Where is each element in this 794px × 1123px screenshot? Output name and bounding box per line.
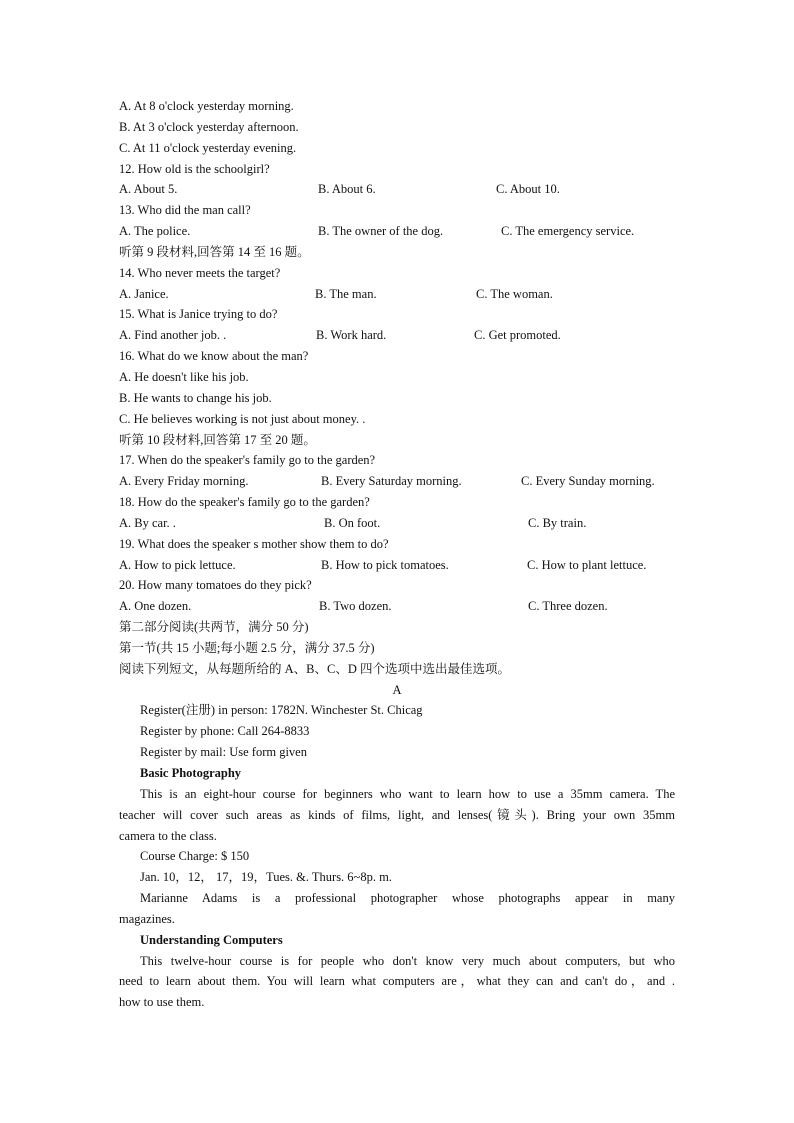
- q14-question: 14. Who never meets the target?: [119, 265, 281, 280]
- q11-option-c: C. At 11 o'clock yesterday evening.: [119, 140, 297, 155]
- q17-question: 17. When do the speaker's family go to the garden?: [119, 453, 376, 468]
- q20-option-a: A. One dozen.: [119, 599, 192, 614]
- q11-option-a: A. At 8 o'clock yesterday morning.: [119, 99, 294, 113]
- q18-option-c: C. By train.: [528, 515, 587, 530]
- q12-option-b: B. About 6.: [318, 182, 376, 197]
- course-dates: Jan. 10，12， 17，19，Tues. &. Thurs. 6~8p. m.: [140, 870, 392, 885]
- q17-option-b: B. Every Saturday morning.: [321, 474, 462, 489]
- q20-option-b: B. Two dozen.: [319, 599, 392, 614]
- q20-question: 20. How many tomatoes do they pick?: [119, 578, 312, 593]
- q16-option-b: B. He wants to change his job.: [119, 390, 272, 405]
- q13-options: [119, 221, 675, 242]
- q13-option-a: A. The police.: [119, 224, 191, 239]
- course-title-computers: Understanding Computers: [140, 932, 283, 947]
- q14-options: [119, 284, 675, 305]
- course-description-line: camera to the class.: [119, 828, 217, 843]
- q14-option-b: B. The man.: [315, 286, 377, 301]
- q12-question: 12. How old is the schoolgirl?: [119, 161, 270, 176]
- passage-label: A: [392, 682, 402, 697]
- q13-option-b: B. The owner of the dog.: [318, 224, 444, 239]
- q17-options: [119, 471, 675, 492]
- q15-question: 15. What is Janice trying to do?: [119, 307, 278, 322]
- document-page: [119, 96, 675, 1013]
- q16-option-c: C. He believes working is not just about money. .: [119, 411, 366, 426]
- q17-option-c: C. Every Sunday morning.: [521, 474, 655, 489]
- course-teacher-line: magazines.: [119, 911, 175, 926]
- q19-option-a: A. How to pick lettuce.: [119, 557, 236, 572]
- course-description-line: teacher will cover such areas as kinds of films, light, and lenses(镜头). Bring your own 35mm: [119, 807, 675, 822]
- q18-option-a: A. By car. .: [119, 515, 176, 530]
- q19-question: 19. What does the speaker s mother show them to do?: [119, 536, 389, 551]
- q11-option-b: B. At 3 o'clock yesterday afternoon.: [119, 119, 299, 134]
- section-9-heading: 听第 9 段材料,回答第 14 至 16 题。: [119, 244, 310, 259]
- q13-question: 13. Who did the man call?: [119, 203, 251, 218]
- reading-section-title: 第一节(共 15 小题;每小题 2.5 分，满分 37.5 分): [119, 640, 375, 655]
- course-description-line: This is an eight-hour course for beginners who want to learn how to use a 35mm camera. The: [140, 786, 675, 801]
- q16-question: 16. What do we know about the man?: [119, 349, 309, 364]
- course-description-line: need to learn about them. You will learn what computers are，what they can and can't do，and .: [119, 974, 675, 989]
- q18-question: 18. How do the speaker's family go to the garden?: [119, 495, 370, 510]
- reading-instruction: 阅读下列短文，从每题所给的 A、B、C、D 四个选项中选出最佳选项。: [119, 661, 510, 676]
- register-by-phone: Register by phone: Call 264-8833: [140, 724, 310, 739]
- q18-options: [119, 513, 675, 534]
- q19-option-b: B. How to pick tomatoes.: [321, 557, 449, 572]
- course-teacher-line: Marianne Adams is a professional photographer whose photographs appear in many: [140, 891, 675, 906]
- q17-option-a: A. Every Friday morning.: [119, 474, 249, 489]
- q14-option-a: A. Janice.: [119, 286, 169, 301]
- course-charge: Course Charge: $ 150: [140, 849, 250, 864]
- course-description-line: This twelve-hour course is for people who don't know very much about computers, but who: [140, 953, 675, 968]
- q12-options: [119, 179, 675, 200]
- q12-option-a: A. About 5.: [119, 182, 178, 197]
- section-10-heading: 听第 10 段材料,回答第 17 至 20 题。: [119, 432, 316, 447]
- q16-option-a: A. He doesn't like his job.: [119, 369, 249, 384]
- q15-option-b: B. Work hard.: [316, 328, 387, 343]
- q20-options: [119, 596, 675, 617]
- q15-option-c: C. Get promoted.: [474, 328, 561, 343]
- q15-options: [119, 325, 675, 346]
- course-description-line: how to use them.: [119, 995, 205, 1010]
- q18-option-b: B. On foot.: [324, 515, 381, 530]
- course-title-photography: Basic Photography: [140, 766, 242, 780]
- q15-option-a: A. Find another job. .: [119, 328, 227, 343]
- q14-option-c: C. The woman.: [476, 286, 553, 301]
- reading-part-title: 第二部分阅读(共两节，满分 50 分): [119, 620, 309, 635]
- q19-options: [119, 555, 675, 576]
- q19-option-c: C. How to plant lettuce.: [527, 557, 647, 572]
- register-in-person: Register(注册) in person: 1782N. Winchester St. Chicag: [140, 703, 423, 718]
- q13-option-c: C. The emergency service.: [501, 224, 635, 239]
- register-by-mail: Register by mail: Use form given: [140, 745, 307, 760]
- q20-option-c: C. Three dozen.: [528, 599, 608, 614]
- q12-option-c: C. About 10.: [496, 182, 560, 197]
